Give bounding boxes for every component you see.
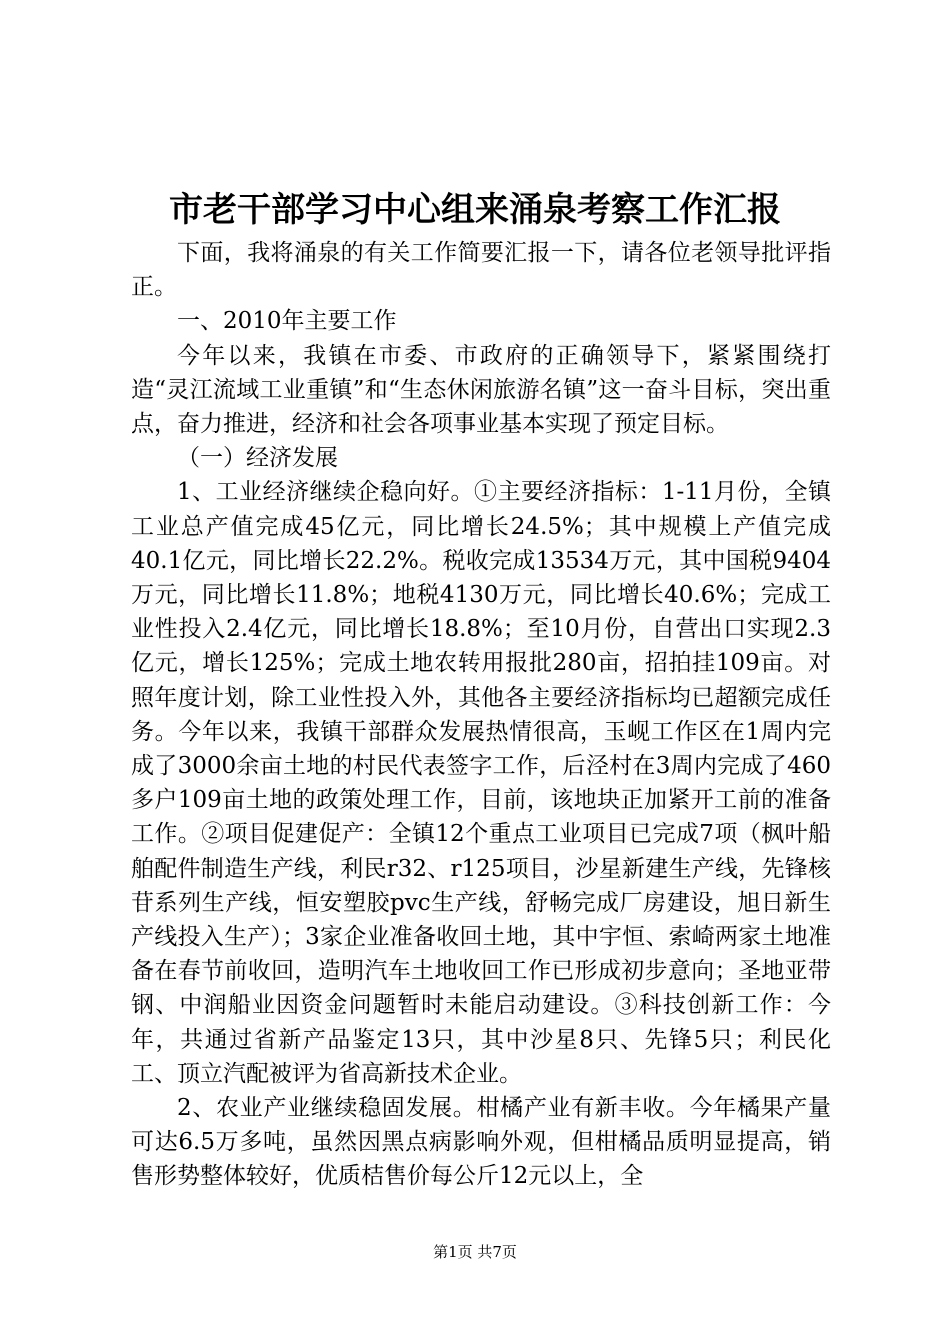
document-body [131, 236, 831, 1194]
paragraph-intro: 下面，我将涌泉的有关工作简要汇报一下，请各位老领导批评指正。 [131, 240, 831, 301]
document-title: 市老干部学习中心组来涌泉考察工作汇报 [169, 190, 781, 230]
paragraph-agriculture: 2、农业产业继续稳固发展。柑橘产业有新丰收。今年橘果产量可达6.5万多吨，虽然因黑点病影响外观，但柑橘品质明显提高，销售形势整体较好，优质桔售价每公斤12元以上，全 [131, 1095, 831, 1190]
page-footer: 第1页 共7页 [433, 1243, 517, 1261]
section-heading: 一、2010年主要工作 [177, 308, 397, 335]
paragraph-industry: 1、工业经济继续企稳向好。①主要经济指标：1-11月份，全镇工业总产值完成45亿元，同比增长24.5%；其中规模上产值完成40.1亿元，同比增长22.2%。税收完成13534万元，其中国税9404万元，同比增长11.8%；地税4130万元，同比增长40.6%；完成工业性投入2.4亿元，同比增长18.8%；至10月份，自营出口实现2.3亿元，增长125%；完成土地农转用报批280亩，招拍挂109亩。对照年度计划，除工业性投入外，其他各主要经济指标均已超额完成任务。今年以来，我镇干部群众发展热情很高，玉岘工作区在1周内完成了3000余亩土地的村民代表签字工作，后泾村在3周内完成了460多户109亩土地的政策处理工作，目前，该地块正加紧开工前的准备工作。②项目促建促产：全镇12个重点工业项目已完成7项（枫叶船舶配件制造生产线，利民r32、r125项目，沙星新建生产线，先锋核苷系列生产线，恒安塑胶pvc生产线，舒畅完成厂房建设，旭日新生产线投入生产）；3家企业准备收回土地，其中宇恒、索崎两家土地准备在春节前收回，造明汽车土地收回工作已形成初步意向；圣地亚带钢、中润船业因资金问题暂时未能启动建设。③科技创新工作：今年，共通过省新产品鉴定13只，其中沙星8只、先锋5只；利民化工、顶立汽配被评为省高新技术企业。 [131, 479, 831, 1087]
subsection-heading: （一）经济发展 [177, 445, 338, 472]
paragraph-overview: 今年以来，我镇在市委、市政府的正确领导下，紧紧围绕打造“灵江流域工业重镇”和“生态休闲旅游名镇”这一奋斗目标，突出重点，奋力推进，经济和社会各项事业基本实现了预定目标。 [131, 342, 831, 438]
